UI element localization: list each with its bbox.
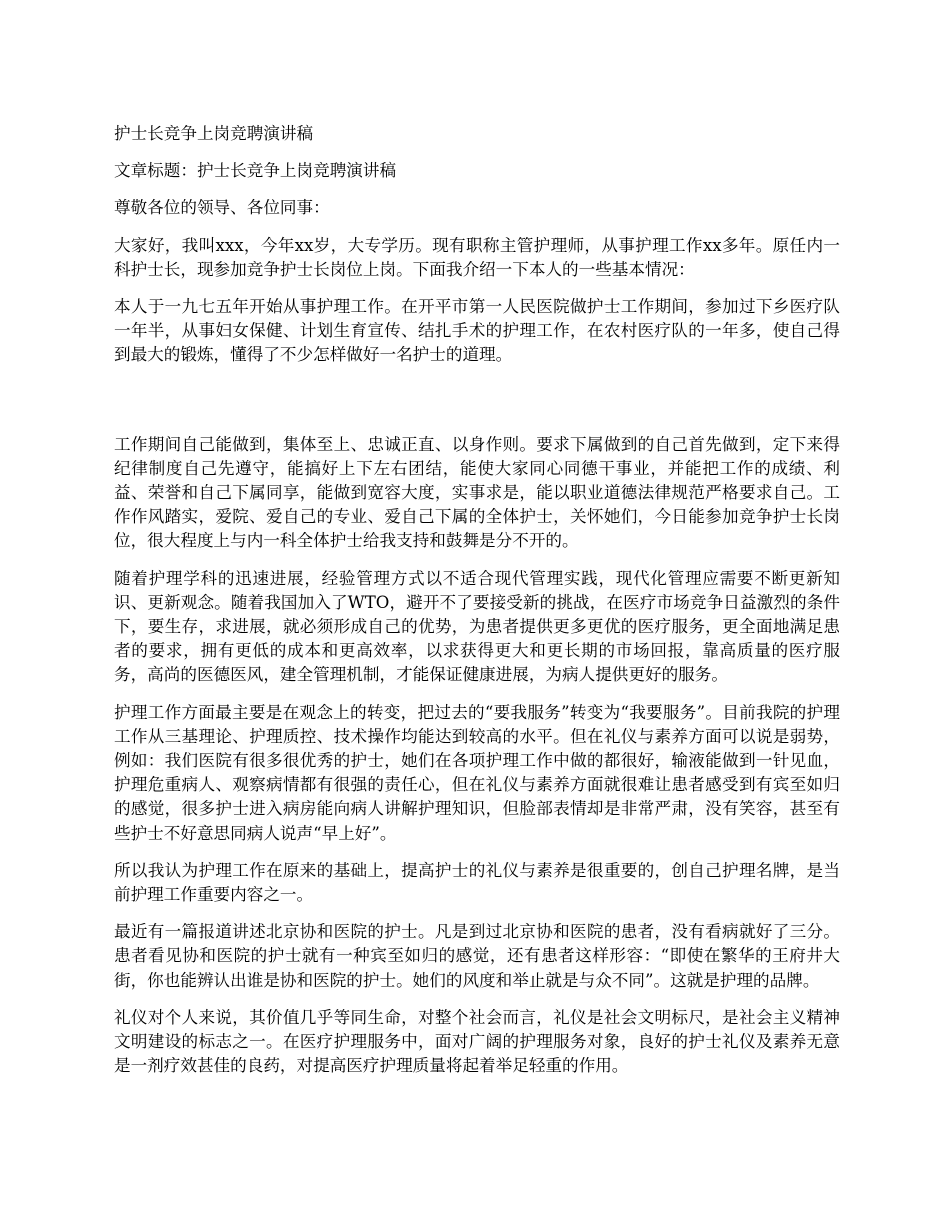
paragraph-background: 本人于一九七五年开始从事护理工作。在开平市第一人民医院做护士工作期间，参加过下乡医疗队一年半，从事妇女保健、计划生育宣传、结扎手术的护理工作，在农村医疗队的一年多，使自己得到最大的锻炼，懂得了不少怎样做好一名护士的道理。	[114, 297, 840, 365]
paragraph-service-concept: 护理工作方面最主要是在观念上的转变，把过去的“要我服务”转变为“我要服务”。目前我院的护理工作从三基理论、护理质控、技术操作均能达到较高的水平。但在礼仪与素养方面可以说是弱势，例如：我们医院有很多很优秀的护士，她们在各项护理工作中做的都很好，输液能做到一针见血，护理危重病人、观察病情都有很强的责任心，但在礼仪与素养方面就很难让患者感受到有宾至如归的感觉，很多护士进入病房能向病人讲解护理知识，但脸部表情却是非常严肃，没有笑容，甚至有些护士不好意思同病人说声“早上好”。	[114, 702, 840, 843]
paragraph-spacer	[114, 381, 840, 433]
paragraph-work-attitude: 工作期间自己能做到，集体至上、忠诚正直、以身作则。要求下属做到的自己首先做到，定下来得纪律制度自己先遵守，能搞好上下左右团结，能使大家同心同德干事业，并能把工作的成绩、利益、荣誉和自己下属同享，能做到宽容大度，实事求是，能以职业道德法律规范严格要求自己。工作作风踏实，爱院、爱自己的专业、爱自己下属的全体护士，关怀她们，今日能参加竞争护士长岗位，很大程度上与内一科全体护士给我支持和鼓舞是分不开的。	[114, 434, 840, 551]
paragraph-xiehe-example: 最近有一篇报道讲述北京协和医院的护士。凡是到过北京协和医院的患者，没有看病就好了三分。患者看见协和医院的护士就有一种宾至如归的感觉，还有患者这样形容：“即使在繁华的王府井大街，你也能辨认出谁是协和医院的护士。她们的风度和举止就是与众不同”。这就是护理的品牌。	[114, 922, 840, 990]
paragraph-intro: 大家好，我叫xxx，今年xx岁，大专学历。现有职称主管护理师，从事护理工作xx多年。原任内一科护士长，现参加竞争护士长岗位上岗。下面我介绍一下本人的一些基本情况：	[114, 235, 840, 279]
paragraph-development: 随着护理学科的迅速进展，经验管理方式以不适合现代管理实践，现代化管理应需要不断更新知识、更新观念。随着我国加入了WTO，避开不了要接受新的挑战，在医疗市场竞争日益激烈的条件下，要生存，求进展，就必须形成自己的优势，为患者提供更多更优的医疗服务，更全面地满足患者的要求，拥有更低的成本和更高效率，以求获得更大和更长期的市场回报，靠高质量的医疗服务，高尚的医德医风，建全管理机制，才能保证健康进展，为病人提供更好的服务。	[114, 568, 840, 685]
paragraph-etiquette-importance: 所以我认为护理工作在原来的基础上，提高护士的礼仪与素养是很重要的，创自己护理名牌，是当前护理工作重要内容之一。	[114, 860, 840, 905]
article-title: 文章标题：护士长竞争上岗竞聘演讲稿	[114, 161, 397, 181]
document-page	[114, 122, 840, 1092]
document-title: 护士长竞争上岗竞聘演讲稿	[114, 124, 314, 143]
greeting: 尊敬各位的领导、各位同事：	[114, 198, 330, 218]
paragraph-etiquette-value: 礼仪对个人来说，其价值几乎等同生命，对整个社会而言，礼仪是社会文明标尺，是社会主义精神文明建设的标志之一。在医疗护理服务中，面对广阔的护理服务对象，良好的护士礼仪及素养无意是一剂疗效甚佳的良药，对提高医疗护理质量将起着举足轻重的作用。	[114, 1007, 840, 1076]
